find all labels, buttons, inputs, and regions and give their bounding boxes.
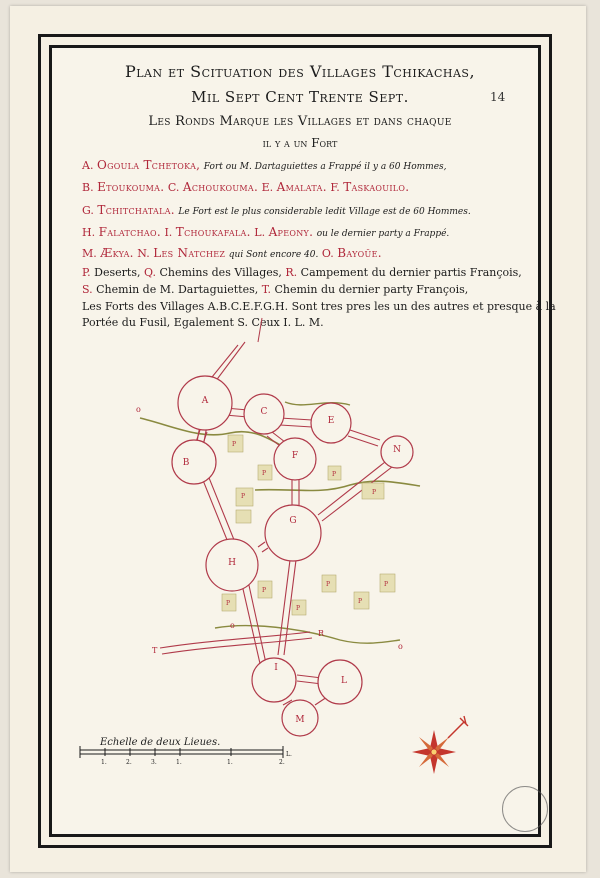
desert-label: P	[241, 493, 246, 500]
village-label-E: E	[327, 416, 335, 426]
legend-key: I.	[164, 226, 173, 239]
legend-key: G.	[82, 204, 94, 217]
legend-key: T.	[261, 283, 271, 296]
scale-tick: 1.	[227, 759, 233, 766]
legend-text: ou le dernier party a Frappé.	[316, 229, 450, 239]
legend-text: Campement du dernier partis François,	[300, 266, 522, 279]
path-marker-line	[258, 318, 262, 342]
legend-name: Bayoüe.	[337, 246, 382, 260]
path-EN	[348, 430, 380, 446]
scale-tick: 1.	[101, 759, 107, 766]
legend-text: Chemin du dernier party François,	[274, 283, 469, 296]
legend-name: Falatchao.	[98, 225, 161, 239]
legend-name: Ækya.	[100, 246, 134, 260]
subtitle-line1: Les Ronds Marque les Villages et dans chaque	[148, 114, 452, 129]
village-label-H: H	[228, 558, 236, 568]
village-label-A: A	[201, 396, 209, 406]
desert-patch	[236, 510, 251, 523]
villages	[172, 376, 413, 736]
village-L	[318, 660, 362, 704]
legend-key: H.	[82, 226, 96, 239]
village-label-G: G	[289, 516, 297, 526]
legend-key: A.	[82, 159, 94, 172]
path-T	[160, 632, 312, 654]
legend-name: Les Natchez	[153, 246, 226, 260]
desert-label: P	[232, 441, 237, 448]
village-G	[265, 505, 321, 561]
legend-key: L.	[254, 226, 266, 239]
legend-key: O.	[321, 247, 334, 260]
legend-line-9: Portée du Fusil, Egalement S. Ceux I. L. M.	[82, 316, 324, 329]
village-label-C: C	[260, 407, 268, 417]
village-label-N: N	[393, 445, 401, 455]
marker-o: o	[398, 642, 403, 651]
legend-key: F.	[330, 181, 340, 194]
creek	[215, 626, 400, 644]
legend-name: Etoukouma.	[97, 180, 165, 194]
subtitle-line2: il y a un Fort	[262, 136, 338, 150]
path-CE	[280, 418, 312, 427]
legend-text: Chemins des Villages,	[159, 266, 282, 279]
scale-tick: 3.	[151, 759, 157, 766]
legend-text: Deserts,	[94, 266, 141, 279]
desert-label: P	[296, 605, 301, 612]
village-label-M: M	[295, 715, 305, 725]
marker-o: o	[230, 621, 235, 630]
legend-key: E.	[261, 181, 274, 194]
scale-tick: 1.	[176, 759, 182, 766]
desert-label: P	[332, 471, 337, 478]
legend-text: Le Fort est le plus considerable ledit Village est de 60 Hommes.	[178, 207, 471, 217]
page-number: 14	[490, 90, 506, 104]
legend-key: R.	[285, 266, 298, 279]
marker-T: T	[152, 646, 158, 655]
legend-text: Fort ou M. Dartaguiettes a Frappé il y a 60 Hommes,	[203, 162, 447, 172]
compass-rose-icon	[412, 716, 468, 774]
desert-label: P	[384, 581, 389, 588]
scale-tick: 2.	[126, 759, 132, 766]
marker-R: R	[318, 629, 325, 638]
legend-name: Achoukouma.	[182, 180, 259, 194]
village-label-F: F	[291, 451, 299, 461]
village-label-B: B	[182, 458, 190, 468]
legend-key: P.	[82, 266, 91, 279]
legend-name: Tchitchatala.	[97, 203, 175, 217]
legend-key: N.	[137, 247, 150, 260]
legend-key: B.	[82, 181, 94, 194]
scale-tick: 2.	[279, 759, 285, 766]
legend-key: S.	[82, 283, 93, 296]
legend-text: qui Sont encore 40.	[228, 250, 319, 260]
path-FG	[292, 480, 299, 508]
map-title-date: Mil Sept Cent Trente Sept.	[191, 88, 409, 106]
creek	[285, 402, 350, 405]
desert-label: P	[226, 600, 231, 607]
legend-name: Taskaouilo.	[343, 180, 410, 194]
legend-name: Tchoukafala.	[175, 225, 251, 239]
desert-label: P	[262, 587, 267, 594]
creek	[255, 481, 420, 490]
desert-label: P	[326, 581, 331, 588]
village-B	[172, 440, 216, 484]
desert-label: P	[358, 598, 363, 605]
desert-label: P	[372, 489, 377, 496]
legend-key: C.	[167, 181, 180, 194]
library-stamp-icon	[502, 786, 548, 832]
legend-text: Chemin de M. Dartaguiettes,	[96, 283, 259, 296]
scale-end: L.	[286, 751, 292, 758]
legend-name: Apeony.	[268, 225, 314, 239]
village-label-I: I	[274, 663, 278, 673]
legend-key: M.	[82, 247, 97, 260]
legend-name: Ogoula Tchetoka,	[96, 158, 201, 172]
scale-label: Echelle de deux Lieues.	[100, 737, 221, 748]
legend-key: Q.	[143, 266, 156, 279]
legend-line-8: Les Forts des Villages A.B.C.E.F.G.H. Sont tres pres les un des autres et presque à la	[82, 300, 556, 313]
marker-o: o	[136, 405, 141, 414]
map-title: Plan et Scituation des Villages Tchikachas,	[124, 62, 476, 81]
legend-name: Amalata.	[276, 180, 327, 194]
desert-label: P	[262, 470, 267, 477]
village-label-L: L	[341, 676, 347, 686]
